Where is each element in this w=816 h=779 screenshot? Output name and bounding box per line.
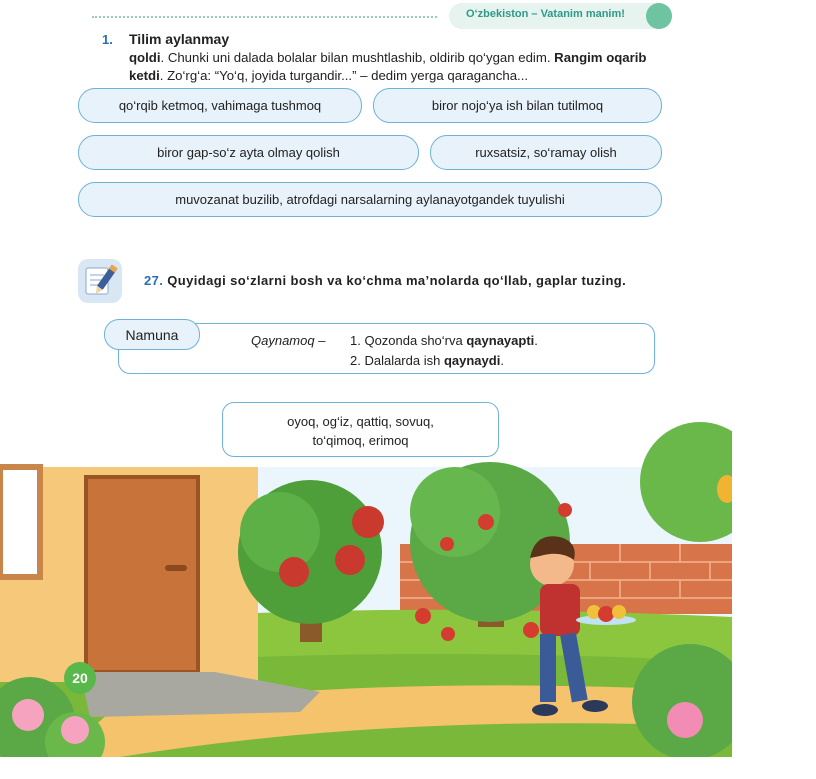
header-circle xyxy=(646,3,672,29)
page-number: 20 xyxy=(64,662,96,694)
garden-illustration xyxy=(0,372,732,757)
item-title: Tilim aylanmay xyxy=(129,31,230,47)
sample-line-2-bold: qaynaydi xyxy=(443,353,501,368)
sample-word: Qaynamoq – xyxy=(251,333,326,348)
item-text-bold-1: qoldi xyxy=(129,50,161,65)
sample-line-2-post: . xyxy=(500,353,504,368)
sample-line-1-post: . xyxy=(534,333,538,348)
sample-line-2 xyxy=(350,353,504,368)
task-icon xyxy=(78,259,122,303)
item-text-part-2: . Zo‘rg‘a: “Yo‘q, joyida turgandir...” – dedim yerga qaragancha... xyxy=(159,68,529,83)
header-dots xyxy=(92,16,437,18)
item-text-bold-2: Rangim oqarib ketdi xyxy=(129,50,647,83)
sample-label: Namuna xyxy=(104,319,200,350)
item-text-part-1: . Chunki uni dalada bolalar bilan mushtlashib, oldirib qo‘ygan edim. xyxy=(160,50,555,65)
item-text xyxy=(129,49,649,85)
words-line-2: to‘qimoq, erimoq xyxy=(312,433,409,448)
sample-line-1-bold: qaynayapti xyxy=(466,333,535,348)
task-number: 27. xyxy=(144,273,164,288)
option-box: ruxsatsiz, so‘ramay olish xyxy=(430,135,662,170)
sample-line-1-pre: 1. Qozonda sho‘rva xyxy=(350,333,467,348)
words-line-1: oyoq, og‘iz, qattiq, sovuq, xyxy=(287,414,434,429)
sample-line-1 xyxy=(350,333,538,348)
option-box: qo‘rqib ketmoq, vahimaga tushmoq xyxy=(78,88,362,123)
option-box: biror nojo‘ya ish bilan tutilmoq xyxy=(373,88,662,123)
option-box: muvozanat buzilib, atrofdagi narsalarning aylanayotgandek tuyulishi xyxy=(78,182,662,217)
item-number: 1. xyxy=(102,32,113,47)
option-box: biror gap-so‘z ayta olmay qolish xyxy=(78,135,419,170)
header-title: O‘zbekiston – Vatanim manim! xyxy=(466,8,625,20)
door xyxy=(86,477,198,672)
sample-line-2-pre: 2. Dalalarda ish xyxy=(350,353,444,368)
task-instruction: Quyidagi so‘zlarni bosh va ko‘chma ma’nolarda qo‘llab, gaplar tuzing. xyxy=(167,273,627,288)
task-text xyxy=(144,273,626,288)
